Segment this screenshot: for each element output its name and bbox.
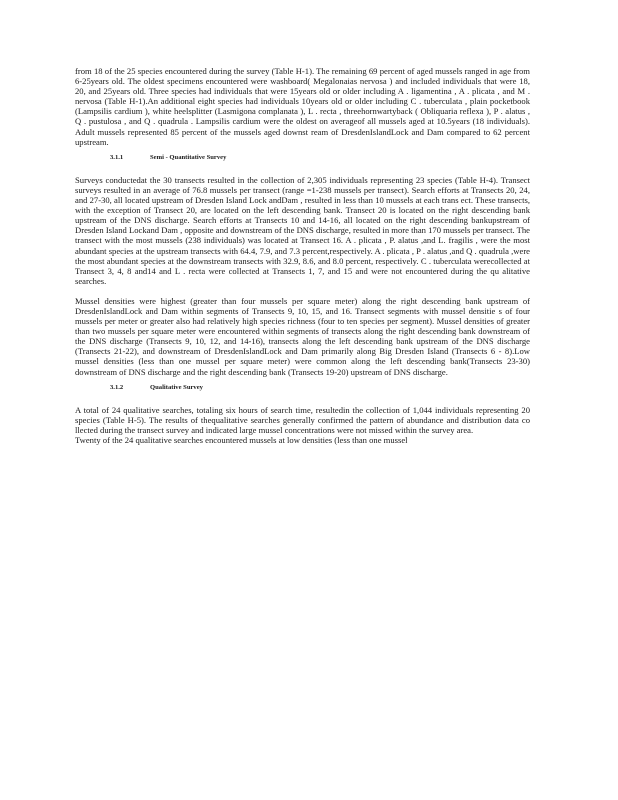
section-title: Semi - Quantitative Survey (150, 153, 227, 161)
paragraph-transect-surveys: Surveys conductedat the 30 transects resulted in the collection of 2,305 individuals representing 23 species (Table H-4). Transect surveys resulted in an average of 76.8 mussels per transect (range =1-238 mussels per transect). Search efforts at Transects 20, 24, and 27-30, all located upstream of Dresden Island Lock andDam , resulted in less than 10 mussels at each trans ect. These transects, with the exception of Transect 20, are located on the left descending bank. Transect 20 is located on the right descending bank upstream of the DNS discharge. Search efforts at Transects 10 and 14-16, all located on the right descending bankupstream of Dresden Island Lockand Dam , opposite and downstream of the DNS discharge, resulted in more than 170 mussels per transect. The transect with the most mussels (238 individuals) was located at Transect 16. A . plicata , P. alatus ,and L. fragilis , were the most abundant species at the upstream transects with 64.4, 7.9, and 7.3 percent,respectively. A . plicata , P . alatus ,and Q . quadrula ,were the most abundant species at the downstream transects with 32.9, 8.6, and 8.0 percent, respectively. C . tuberculata werecollected at Transect 3, 4, 8 and14 and L . recta were collected at Transects 1, 7, and 15 and were not encountered during the qu alitative searches. (75, 174, 530, 286)
document-page (75, 66, 530, 445)
section-title: Qualitative Survey (150, 383, 203, 391)
paragraph-age-distribution: from 18 of the 25 species encountered during the survey (Table H-1). The remaining 69 percent of aged mussels ranged in age from 6-25years old. The oldest specimens encountered were washboard( Megalonaias nervosa ) and included individuals that were 18, 20, and 25years old. Three species had individuals that were 15years old or older including A . ligamentina , A . plicata , and M . nervosa (Table H-1).An additional eight species had individuals 10years old or older including C . tuberculata , plain pocketbook (Lampsilis cardium ), white heelsplitter (Lasmigona complanata ), L . recta , threehornwartyback ( Obliquaria reflexa ), P . alatus , Q . pustulosa , and Q . quadrula . Lampsilis cardium were the oldest on averageof all mussels aged at 10.5years (18 individuals). Adult mussels represented 85 percent of the mussels aged downst ream of DresdenIslandLock and Dam compared to 62 percent upstream. (75, 66, 530, 147)
section-number: 3.1.2 (110, 383, 124, 391)
paragraph-mussel-densities: Mussel densities were highest (greater than four mussels per square meter) along the right descending bank upstream of DresdenIslandLock and Dam within segments of Transects 9, 10, 15, and 16. Transect segments with mussel densitie s of four mussels per meter or greater also had relatively high species richness (four to ten species per segment). Mussel densities of greater than two mussels per square meter were encountered within segments of transects along the right descending bank downstream of the DNS discharge (Transects 9, 10, 12, and 14-16), transects along the left descending bank upstream of the DNS discharge (Transects 21-22), and downstream of DresdenIslandLock and Dam primarily along Big Dresden Island (Transects 6 - 8).Low mussel densities (less than one mussel per square meter) were common along the left descending bank(Transects 23-30) downstream of DNS discharge and the right descending bank (Transects 19-20) upstream of DNS discharge. (75, 295, 530, 377)
section-number: 3.1.1 (110, 153, 124, 161)
paragraph-low-densities: Twenty of the 24 qualitative searches encountered mussels at low densities (less than one mussel (75, 435, 408, 445)
section-heading-3-1-2 (110, 383, 530, 393)
paragraph-qualitative-searches: A total of 24 qualitative searches, totaling six hours of search time, resultedin the collection of 1,044 individuals representing 20 species (Table H-5). The results of thequalitative searches generally confirmed the pattern of abundance and distribution data co llected during the transect survey and indicated large mussel concentrations were not missed within the survey area. (75, 404, 530, 435)
section-heading-3-1-1 (110, 153, 530, 163)
